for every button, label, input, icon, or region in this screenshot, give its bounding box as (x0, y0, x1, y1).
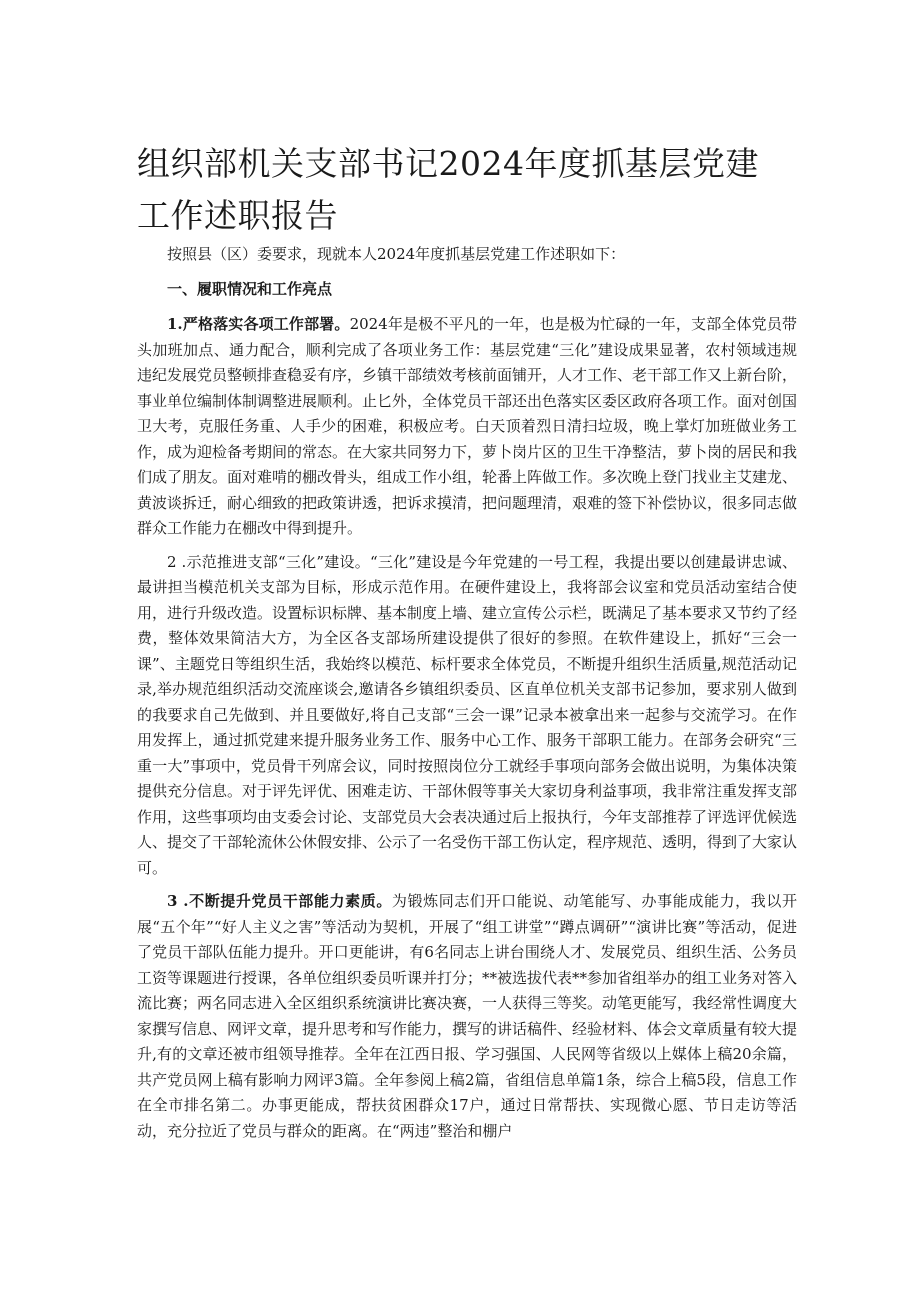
paragraph-3-lead: 3 .不断提升党员干部能力素质。 (167, 892, 392, 910)
paragraph-2-body: 2 .示范推进支部“三化”建设。“三化”建设是今年党建的一号工程，我提出要以创建最讲忠诚、最讲担当模范机关支部为目标，形成示范作用。在硬件建设上，我将部会议室和党员活动室结合使用，进行升级改造。设置标识标牌、基本制度上墙、建立宣传公示栏，既满足了基本要求又节约了经费，整体效果简洁大方，为全区各支部场所建设提供了很好的参照。在软件建设上，抓好“三会一课”、主题党日等组织生活，我始终以模范、标杆要求全体党员，不断提升组织生活质量,规范活动记录,举办规范组织活动交流座谈会,邀请各乡镇组织委员、区直单位机关支部书记参加，要求别人做到的我要求自己先做到、并且要做好,将自己支部“三会一课”记录本被拿出来一起参与交流学习。在作用发挥上，通过抓党建来提升服务业务工作、服务中心工作、服务干部职工能力。在部务会研究“三重一大”事项中，党员骨干列席会议，同时按照岗位分工就经手事项向部务会做出说明，为集体决策提供充分信息。对于评先评优、困难走访、干部休假等事关大家切身利益事项，我非常注重发挥支部作用，这些事项均由支委会讨论、支部党员大会表决通过后上报执行，今年支部推荐了评选评优候选人、提交了干部轮流休公休假安排、公示了一名受伤干部工伤认定，程序规范、透明，得到了大家认可。 (137, 552, 798, 877)
document-title: 组织部机关支部书记2024年度抓基层党建工作述职报告 (137, 144, 759, 235)
paragraph-3 (137, 889, 797, 1144)
paragraph-1-body: 2024年是极不平凡的一年，也是极为忙碌的一年，支部全体党员带头加班加点、通力配合，顺利完成了各项业务工作：基层党建“三化”建设成果显著，农村领域违规违纪发展党员整顿排查稳妥有序，乡镇干部绩效考核前面铺开，人才工作、老干部工作又上新台阶，事业单位编制体制调整进展顺利。止匕外，全体党员干部还出色落实区委区政府各项工作。面对创国卫大考，克服任务重、人手少的困难，积极应考。白天顶着烈日清扫垃圾，晚上掌灯加班做业务工作，成为迎检备考期间的常态。在大家共同努力下，萝卜岗片区的卫生干净整洁，萝卜岗的居民和我们成了朋友。面对难啃的棚改骨头，组成工作小组，轮番上阵做工作。多次晚上登门找业主艾建龙、黄波谈拆迁，耐心细致的把政策讲透，把诉求摸清，把问题理清，艰难的签下补偿协议，很多同志做群众工作能力在棚改中得到提升。 (137, 315, 798, 537)
paragraph-2 (137, 550, 797, 882)
intro-paragraph: 按照县（区）委要求，现就本人2024年度抓基层党建工作述职如下： (167, 245, 626, 263)
paragraph-3-body: 为锻炼同志们开口能说、动笔能写、办事能成能力，我以开展“五个年”“好人主义之害”等活动为契机，开展了“组工讲堂”“蹲点调研”“演讲比赛”等活动，促进了党员干部队伍能力提升。开口更能讲，有6名同志上讲台围绕人才、发展党员、组织生活、公务员工资等课题进行授课，各单位组织委员听课并打分；**被选拔代表**参加省组举办的组工业务对答入流比赛；两名同志进入全区组织系统演讲比赛决赛，一人获得三等奖。动笔更能写，我经常性调度大家撰写信息、网评文章，提升思考和写作能力，撰写的讲话稿件、经验材料、体会文章质量有较大提升,有的文章还被市组领导推荐。全年在江西日报、学习强国、人民网等省级以上媒体上稿20余篇，共产党员网上稿有影响力网评3篇。全年参阅上稿2篇，省组信息单篇1条，综合上稿5段，信息工作在全市排名第二。办事更能成，帮扶贫困群众17户，通过日常帮扶、实现微心愿、节日走访等活动，充分拉近了党员与群众的距离。在“两违”整治和棚户 (137, 892, 798, 1140)
document-body (137, 242, 797, 1152)
paragraph-1-lead: 1.严格落实各项工作部署。 (167, 315, 350, 333)
paragraph-1 (137, 312, 797, 542)
section-heading: 一、履职情况和工作亮点 (167, 279, 333, 298)
